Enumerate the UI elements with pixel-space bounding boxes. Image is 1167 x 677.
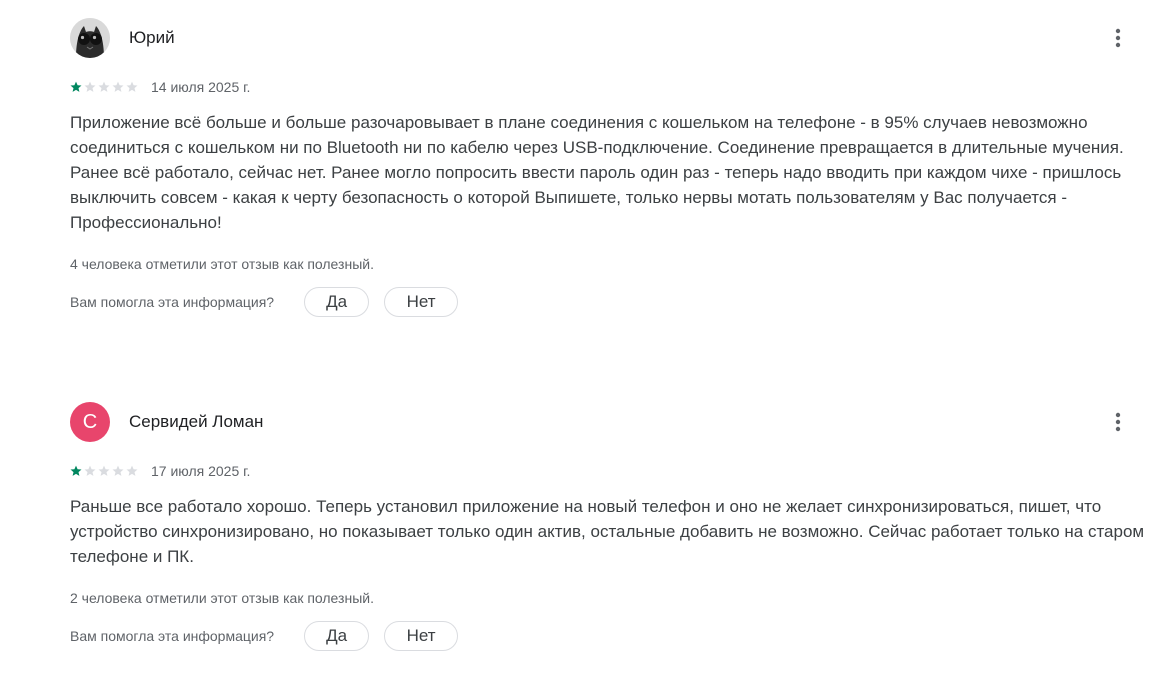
more-options-button[interactable] [1106,26,1130,50]
feedback-question: Вам помогла эта информация? [70,294,275,310]
review-card [70,400,1145,651]
review-text: Приложение всё больше и больше разочаровывает в плане соединения с кошельком на телефоне - в 95% случаев невозможно соединиться с кошельком ни по Bluetooth ни по кабелю через USB-подключение. Соединение превращается в длительные мучения. Ранее всё работало, сейчас нет. Ранее могло попросить ввести пароль один раз - теперь надо вводить при каждом чихе - пришлось выключить совсем - какая к черту безопасность о которой Выпишете, только нервы мотать пользователям у Вас получается - Профессионально! [70,113,1124,232]
feedback-row [70,621,1130,651]
star-empty-icon [84,81,96,93]
review-header [70,16,1130,60]
more-vert-icon [1106,410,1130,434]
star-rating [70,81,140,93]
star-empty-icon [98,81,110,93]
avatar [70,18,110,58]
star-filled-icon [70,81,82,93]
review-text: Раньше все работало хорошо. Теперь установил приложение на новый телефон и оно не желает синхронизироваться, пишет, что устройство синхронизировано, но показывает только один актив, остальные добавить не возможно. Сейчас работает только на старом телефоне и ПК. [70,497,1145,566]
star-filled-icon [70,465,82,477]
star-empty-icon [112,465,124,477]
star-empty-icon [126,81,138,93]
feedback-question: Вам помогла эта информация? [70,628,275,644]
avatar [70,402,110,442]
feedback-row [70,287,1130,317]
helpful-yes-button[interactable]: Да [304,287,369,317]
star-empty-icon [84,465,96,477]
review-card [70,16,1130,317]
helpful-yes-button[interactable]: Да [304,621,369,651]
helpful-no-button[interactable]: Нет [384,287,458,317]
helpful-count: 4 человека отметили этот отзыв как полезный. [70,256,374,272]
star-empty-icon [126,465,138,477]
helpful-count: 2 человека отметили этот отзыв как полезный. [70,590,374,606]
more-options-button[interactable] [1106,410,1130,434]
review-author: Сервидей Ломан [129,412,264,431]
star-rating [70,465,140,477]
review-author: Юрий [129,28,175,47]
review-date: 17 июля 2025 г. [151,463,251,479]
star-empty-icon [98,465,110,477]
more-vert-icon [1106,26,1130,50]
cat-avatar-image [70,18,110,58]
star-empty-icon [112,81,124,93]
rating-date-row [70,461,1130,481]
review-date: 14 июля 2025 г. [151,79,251,95]
review-header [70,400,1130,444]
rating-date-row [70,77,1130,97]
helpful-no-button[interactable]: Нет [384,621,458,651]
avatar-letter: С [82,410,98,433]
